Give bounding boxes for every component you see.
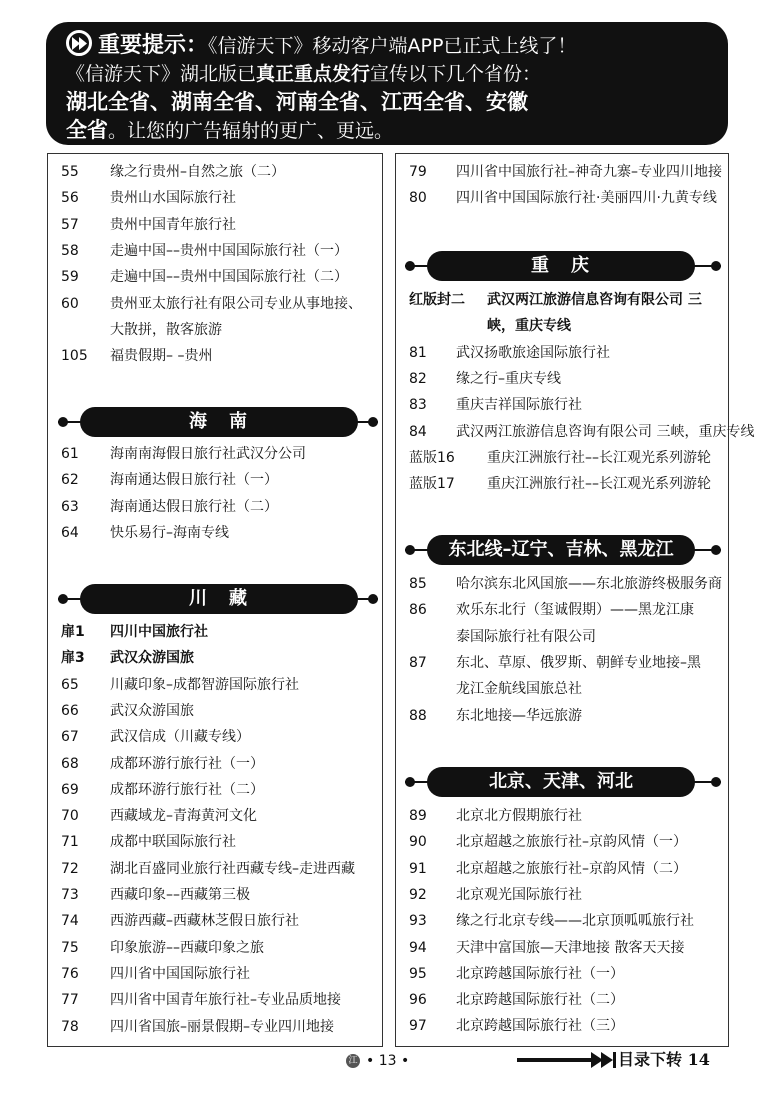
item-text: 天津中富国旅—天津地接 散客天天接 xyxy=(456,939,685,956)
item-number: 80 xyxy=(409,190,427,207)
item-number: 90 xyxy=(409,834,427,851)
fast-forward-icon xyxy=(66,30,92,56)
item-text: 海南通达假日旅行社（一） xyxy=(110,472,278,489)
item-number: 78 xyxy=(61,1018,79,1035)
item-number: 93 xyxy=(409,913,427,930)
item-text: 西游西藏–西藏林芝假日旅行社 xyxy=(110,913,299,930)
item-number: 71 xyxy=(61,834,79,851)
item-number: 74 xyxy=(61,913,79,930)
item-text: 缘之行北京专线——北京顶呱呱旅行社 xyxy=(456,913,694,930)
item-text: 四川省中国旅行社–神奇九寨–专业四川地接 xyxy=(456,164,722,180)
section-header-chuanzang xyxy=(58,584,378,614)
banner-line2-c: 宣传以下几个省份： xyxy=(370,63,542,85)
item-text: 龙江金航线国旅总社 xyxy=(456,681,582,698)
section-title-dongbei: 东北线–辽宁、吉林、黑龙江 xyxy=(427,535,695,565)
item-text: 四川省中国国际旅行社·美丽四川·九黄专线 xyxy=(456,190,717,207)
section-header-hainan xyxy=(58,407,378,437)
item-number: 70 xyxy=(61,808,79,825)
item-text: 缘之行–重庆专线 xyxy=(456,370,561,387)
item-text: 成都环游行旅行社（一） xyxy=(110,755,264,772)
item-number: 85 xyxy=(409,576,427,592)
item-text: 走遍中国––贵州中国国际旅行社（二） xyxy=(110,269,348,286)
item-text: 北京跨越国际旅行社（一） xyxy=(456,965,624,982)
item-number: 红版封二 xyxy=(409,292,465,308)
item-number: 77 xyxy=(61,992,79,1009)
section-title-hainan: 海 南 xyxy=(80,407,358,437)
item-text: 峡，重庆专线 xyxy=(487,318,571,335)
item-number: 81 xyxy=(409,344,427,361)
item-number: 蓝版16 xyxy=(409,449,455,466)
item-text: 快乐易行–海南专线 xyxy=(110,524,229,541)
item-text: 西藏印象––西藏第三极 xyxy=(110,887,250,903)
banner-line4-a: 全省 xyxy=(66,118,108,142)
item-number: 60 xyxy=(61,295,79,312)
item-text: 北京跨越国际旅行社（三） xyxy=(456,1018,624,1035)
item-text: 缘之行贵州–自然之旅（二） xyxy=(110,164,285,180)
item-number: 87 xyxy=(409,654,427,671)
publisher-logo-icon: 江 xyxy=(346,1054,360,1068)
item-number: 64 xyxy=(61,524,79,541)
item-text: 成都中联国际旅行社 xyxy=(110,834,236,851)
item-text: 川藏印象–成都智游国际旅行社 xyxy=(110,676,299,693)
banner-line4-b: 。让您的广告辐射的更广、更远。 xyxy=(108,120,394,142)
banner-line-3: 湖北全省、湖南全省、河南全省、江西全省、安徽 xyxy=(66,90,528,114)
item-text: 走遍中国––贵州中国国际旅行社（一） xyxy=(110,242,348,259)
continue-to-page-14: 目录下转 14 xyxy=(618,1050,710,1069)
item-text: 四川省中国国际旅行社 xyxy=(110,965,250,982)
item-number: 63 xyxy=(61,498,79,515)
item-text: 印象旅游––西藏印象之旅 xyxy=(110,939,264,956)
item-number: 68 xyxy=(61,755,79,772)
item-number: 88 xyxy=(409,707,427,724)
item-text: 东北地接—华远旅游 xyxy=(456,707,582,724)
item-number: 66 xyxy=(61,702,79,719)
section-title-beijing: 北京、天津、河北 xyxy=(427,767,695,797)
item-text: 大散拼，散客旅游 xyxy=(110,321,222,338)
item-number: 75 xyxy=(61,939,79,956)
item-text: 四川中国旅行社 xyxy=(110,624,208,640)
item-number: 62 xyxy=(61,472,79,489)
item-number: 扉1 xyxy=(61,624,85,640)
item-number: 97 xyxy=(409,1018,427,1035)
item-number: 57 xyxy=(61,216,79,233)
item-text: 北京超越之旅旅行社–京韵风情（二） xyxy=(456,860,687,877)
item-text: 贵州中国青年旅行社 xyxy=(110,216,236,233)
banner-line1-text: 《信游天下》移动客户端APP已正式上线了！ xyxy=(208,35,577,57)
item-text: 重庆吉祥国际旅行社 xyxy=(456,397,582,414)
item-number: 92 xyxy=(409,886,427,903)
item-text: 武汉信成（川藏专线） xyxy=(110,729,250,746)
item-number: 86 xyxy=(409,602,427,619)
section-header-chongqing xyxy=(405,251,721,281)
notice-banner xyxy=(46,22,728,145)
item-number: 73 xyxy=(61,887,79,903)
item-number: 83 xyxy=(409,397,427,414)
item-text: 四川省中国青年旅行社–专业品质地接 xyxy=(110,992,341,1009)
item-text: 重庆江洲旅行社––长江观光系列游轮 xyxy=(487,449,711,466)
item-text: 东北、草原、俄罗斯、朝鲜专业地接–黑 xyxy=(456,654,701,671)
item-number: 82 xyxy=(409,370,427,387)
item-text: 北京北方假期旅行社 xyxy=(456,808,582,824)
item-number: 91 xyxy=(409,860,427,877)
item-text: 福贵假期– –贵州 xyxy=(110,348,213,365)
item-number: 67 xyxy=(61,729,79,746)
item-number: 94 xyxy=(409,939,427,956)
item-text: 北京超越之旅旅行社–京韵风情（一） xyxy=(456,834,687,851)
item-number: 96 xyxy=(409,992,427,1009)
page-number: • 13 • xyxy=(366,1053,410,1069)
item-number: 56 xyxy=(61,190,79,207)
item-number: 59 xyxy=(61,269,79,286)
item-text: 武汉两江旅游信息咨询有限公司 三 xyxy=(487,292,702,308)
item-text: 武汉众游国旅 xyxy=(110,650,194,667)
item-text: 重庆江洲旅行社––长江观光系列游轮 xyxy=(487,476,711,493)
item-number: 84 xyxy=(409,423,427,440)
item-text: 泰国际旅行社有限公司 xyxy=(456,628,596,645)
banner-line-1 xyxy=(66,30,710,60)
banner-heading: 重要提示： xyxy=(98,33,209,58)
arrow-right-icon xyxy=(517,1051,617,1073)
item-number: 65 xyxy=(61,676,79,693)
item-number: 扉3 xyxy=(61,650,85,667)
item-number: 76 xyxy=(61,965,79,982)
item-number: 69 xyxy=(61,781,79,798)
banner-line2-highlight: 真正重点发行 xyxy=(256,63,371,85)
section-header-dongbei xyxy=(405,535,721,565)
item-text: 西藏域龙–青海黄河文化 xyxy=(110,808,257,825)
item-number: 蓝版17 xyxy=(409,476,455,493)
item-text: 贵州亚太旅行社有限公司专业从事地接、 xyxy=(110,295,362,312)
item-number: 79 xyxy=(409,164,427,180)
item-text: 北京跨越国际旅行社（二） xyxy=(456,992,624,1009)
item-text: 四川省国旅–丽景假期–专业四川地接 xyxy=(110,1018,334,1035)
banner-line2-a: 《信游天下》湖北版已 xyxy=(66,63,257,85)
section-header-beijing xyxy=(405,767,721,797)
item-number: 72 xyxy=(61,860,79,877)
item-number: 89 xyxy=(409,808,427,824)
item-number: 61 xyxy=(61,446,79,462)
item-text: 成都环游行旅行社（二） xyxy=(110,781,264,798)
item-text: 北京观光国际旅行社 xyxy=(456,886,582,903)
item-text: 哈尔滨东北风国旅——东北旅游终极服务商 xyxy=(456,576,722,592)
item-text: 海南通达假日旅行社（二） xyxy=(110,498,278,515)
item-text: 武汉众游国旅 xyxy=(110,702,194,719)
section-title-chongqing: 重 庆 xyxy=(427,251,695,281)
banner-line-4 xyxy=(66,116,710,145)
item-number: 58 xyxy=(61,242,79,259)
banner-line-2 xyxy=(66,60,710,88)
item-text: 湖北百盛同业旅行社西藏专线–走进西藏 xyxy=(110,860,355,877)
item-text: 海南南海假日旅行社武汉分公司 xyxy=(110,446,306,462)
item-text: 武汉扬歌旅途国际旅行社 xyxy=(456,344,610,361)
item-number: 95 xyxy=(409,965,427,982)
item-text: 欢乐东北行（玺诚假期）——黑龙江康 xyxy=(456,602,694,619)
item-text: 武汉两江旅游信息咨询有限公司 三峡，重庆专线 xyxy=(456,423,755,440)
item-text: 贵州山水国际旅行社 xyxy=(110,190,236,207)
item-number: 105 xyxy=(61,348,88,365)
item-number: 55 xyxy=(61,164,79,180)
section-title-chuanzang: 川 藏 xyxy=(80,584,358,614)
